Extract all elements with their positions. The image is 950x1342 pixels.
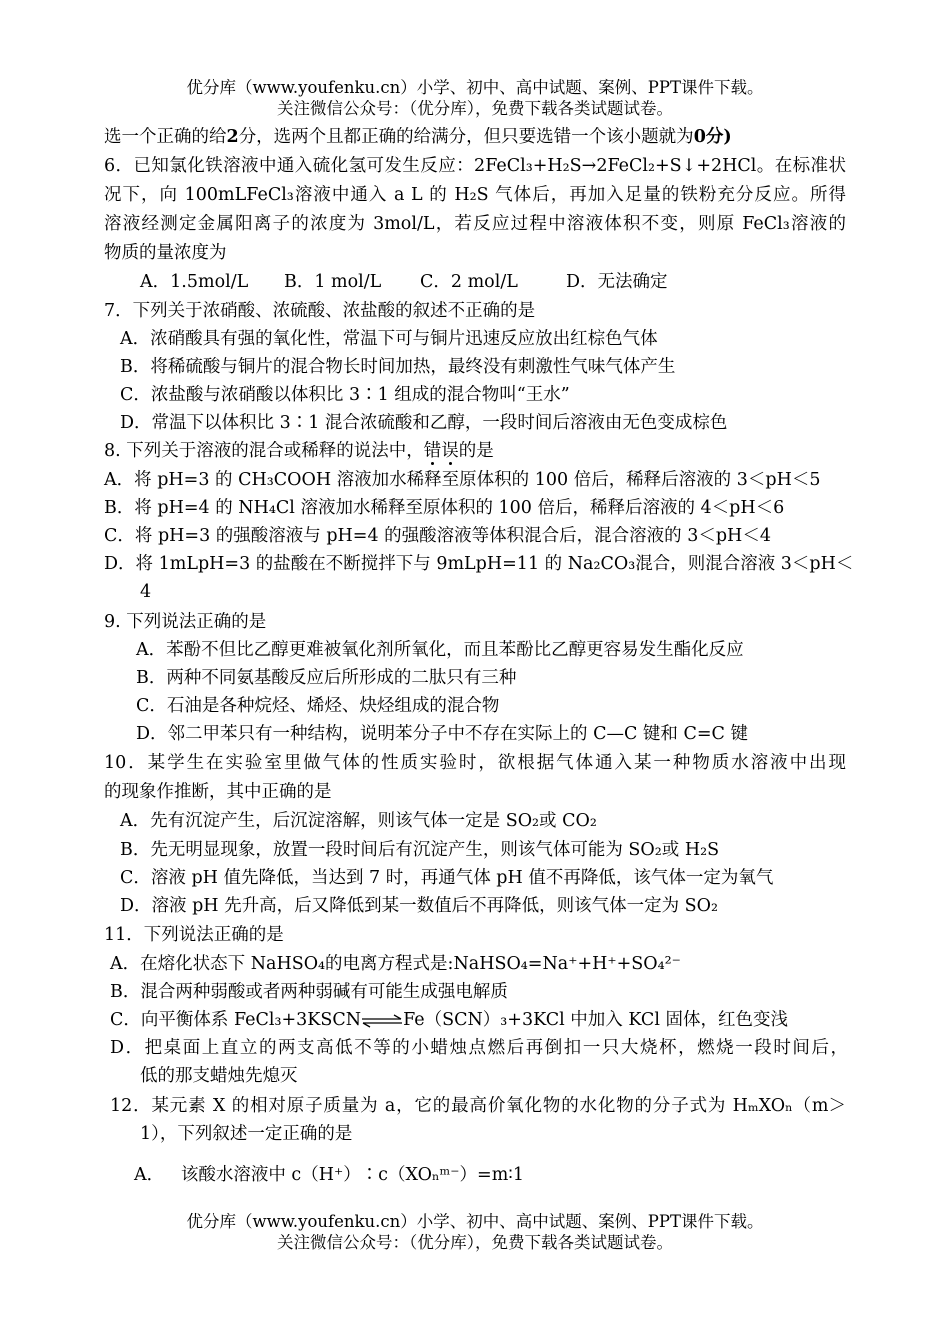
q11-option-c-post: Fe（SCN）₃+3KCl 中加入 KCl 固体，红色变浅 xyxy=(403,1010,788,1030)
q8-option-a: A．将 pH=3 的 CH₃COOH 溶液加水稀释至原体积的 100 倍后，稀释后溶液的 3＜pH＜5 xyxy=(104,470,821,490)
q6-option-c: C．2 mol/L xyxy=(420,272,518,292)
q6-option-d: D．无法确定 xyxy=(566,272,668,292)
q12-line-1: 12．某元素 X 的相对原子质量为 a，它的最高价氧化物的水化物的分子式为 HₘXOₙ（m＞ xyxy=(110,1096,846,1116)
q7-option-c: C．浓盐酸与浓硝酸以体积比 3∶1 组成的混合物叫“王水” xyxy=(120,385,570,405)
q12-option-a: A． 该酸水溶液中 c（H⁺）∶c（XOₙᵐ⁻）=m∶1 xyxy=(134,1165,524,1185)
q11-option-c xyxy=(110,1006,788,1034)
q11-stem: 11．下列说法正确的是 xyxy=(104,925,284,945)
footer-line-2: 关注微信公众号：（优分库），免费下载各类试题试卷。 xyxy=(277,1233,673,1252)
q8-option-d-line-2: 4 xyxy=(140,582,152,602)
equilibrium-arrow-icon xyxy=(361,1014,403,1028)
q10-option-d: D．溶液 pH 先升高，后又降低到某一数值后不再降低，则该气体一定为 SO₂ xyxy=(120,896,719,916)
q7-stem: 7．下列关于浓硝酸、浓硫酸、浓盐酸的叙述不正确的是 xyxy=(104,301,536,321)
intro-bold-2: 2 xyxy=(226,127,239,147)
q6-line-3: 溶液经测定金属阳离子的浓度为 3mol/L，若反应过程中溶液体积不变，则原 FeCl₃溶液的 xyxy=(104,214,846,234)
q12-line-2: 1），下列叙述一定正确的是 xyxy=(140,1124,353,1144)
q8-option-b: B．将 pH=4 的 NH₄Cl 溶液加水稀释至原体积的 100 倍后，稀释后溶液的 4＜pH＜6 xyxy=(104,498,785,518)
q9-option-d: D．邻二甲苯只有一种结构，说明苯分子中不存在实际上的 C—C 键和 C=C 键 xyxy=(136,724,749,744)
q11-option-a: A．在熔化状态下 NaHSO₄的电离方程式是:NaHSO₄=Na⁺+H⁺+SO₄²⁻ xyxy=(110,954,681,974)
q10-line-2: 的现象作推断，其中正确的是 xyxy=(104,782,332,802)
footer-line-1: 优分库（www.youfenku.cn）小学、初中、高中试题、案例、PPT课件下载。 xyxy=(186,1212,764,1231)
q8-stem-emphasis-2: 误 xyxy=(441,441,459,461)
header-line-1: 优分库（www.youfenku.cn）小学、初中、高中试题、案例、PPT课件下载。 xyxy=(186,78,764,97)
q10-option-c: C．溶液 pH 值先降低，当达到 7 时，再通气体 pH 值不再降低，该气体一定为氧气 xyxy=(120,868,774,888)
q6-line-4: 物质的量浓度为 xyxy=(104,243,227,263)
q8-option-d-line-1: D．将 1mLpH=3 的盐酸在不断搅拌下与 9mLpH=11 的 Na₂CO₃混合，则混合溶液 3＜pH＜ xyxy=(104,554,854,574)
q9-option-c: C．石油是各种烷烃、烯烃、炔烃组成的混合物 xyxy=(136,696,500,716)
q10-line-1: 10．某学生在实验室里做气体的性质实验时，欲根据气体通入某一种物质水溶液中出现 xyxy=(104,753,846,773)
intro-text-2: 分，选两个且都正确的给满分，但只要选错一个该小题就为 xyxy=(238,127,694,147)
q7-option-b: B．将稀硫酸与铜片的混合物长时间加热，最终没有刺激性气味气体产生 xyxy=(120,357,676,377)
q8-stem xyxy=(104,437,494,465)
q9-option-b: B．两种不同氨基酸反应后所形成的二肽只有三种 xyxy=(136,668,517,688)
q6-option-a: A．1.5mol/L xyxy=(140,272,249,292)
q6-line-2: 况下，向 100mLFeCl₃溶液中通入 a L 的 H₂S 气体后，再加入足量的铁粉充分反应。所得 xyxy=(104,185,846,205)
q8-option-c: C．将 pH=3 的强酸溶液与 pH=4 的强酸溶液等体积混合后，混合溶液的 3＜pH＜4 xyxy=(104,526,771,546)
header-line-2: 关注微信公众号：（优分库），免费下载各类试题试卷。 xyxy=(277,99,673,118)
q6-option-b: B．1 mol/L xyxy=(284,272,382,292)
q8-stem-post: 的是 xyxy=(458,441,494,461)
q6-line-1: 6．已知氯化铁溶液中通入硫化氢可发生反应：2FeCl₃+H₂S→2FeCl₂+S↓+2HCl。在标准状 xyxy=(104,156,846,176)
intro-scoring-rule xyxy=(104,123,732,151)
q7-option-d: D．常温下以体积比 3∶1 混合浓硫酸和乙醇，一段时间后溶液由无色变成棕色 xyxy=(120,413,728,433)
q11-option-d-line-1: D．把桌面上直立的两支高低不等的小蜡烛点燃后再倒扣一只大烧杯，燃烧一段时间后， xyxy=(110,1038,848,1058)
intro-bold-0: 0 xyxy=(693,127,706,147)
q9-stem: 9. 下列说法正确的是 xyxy=(104,612,267,632)
q10-option-a: A．先有沉淀产生，后沉淀溶解，则该气体一定是 SO₂或 CO₂ xyxy=(120,811,597,831)
q11-option-d-line-2: 低的那支蜡烛先熄灭 xyxy=(140,1066,298,1086)
intro-text-1: 选一个正确的给 xyxy=(104,127,227,147)
q7-option-a: A．浓硝酸具有强的氧化性，常温下可与铜片迅速反应放出红棕色气体 xyxy=(120,329,658,349)
q8-stem-pre: 8. 下列关于溶液的混合或稀释的说法中， xyxy=(104,441,424,461)
q11-option-c-pre: C．向平衡体系 FeCl₃+3KSCN xyxy=(110,1010,362,1030)
q8-stem-emphasis-1: 错 xyxy=(423,441,442,461)
intro-text-3: 分) xyxy=(705,127,732,147)
q9-option-a: A．苯酚不但比乙醇更难被氧化剂所氧化，而且苯酚比乙醇更容易发生酯化反应 xyxy=(136,640,744,660)
q11-option-b: B．混合两种弱酸或者两种弱碱有可能生成强电解质 xyxy=(110,982,508,1002)
q10-option-b: B．先无明显现象，放置一段时间后有沉淀产生，则该气体可能为 SO₂或 H₂S xyxy=(120,840,720,860)
